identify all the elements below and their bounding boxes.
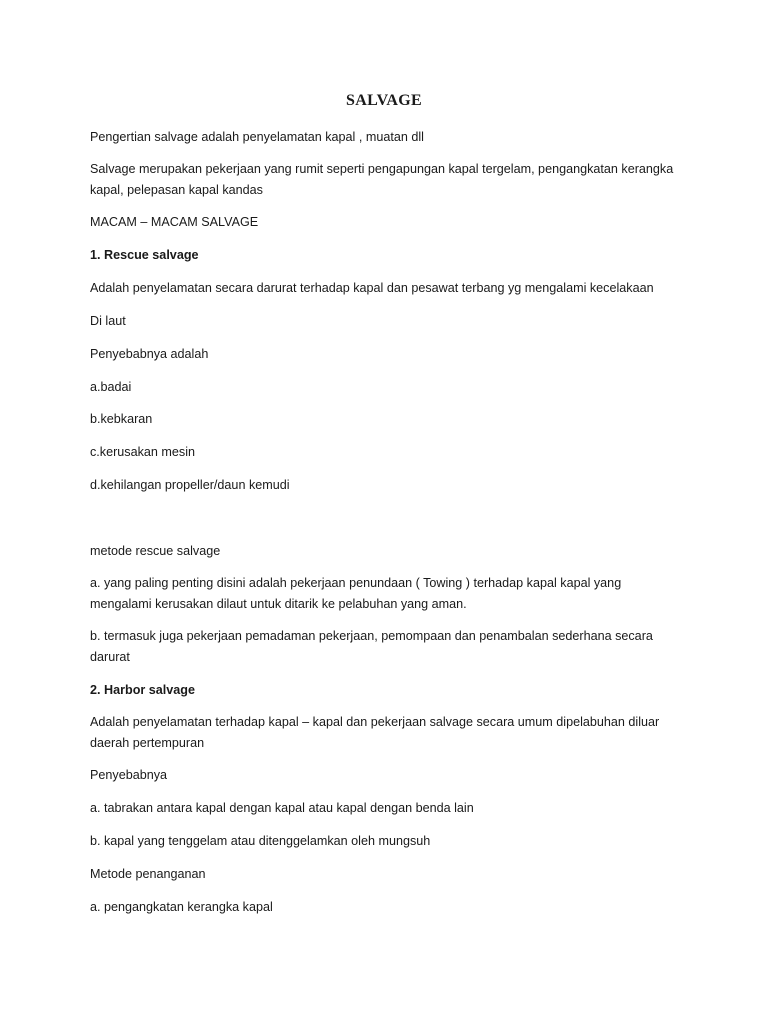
- list-item-badai: a.badai: [90, 380, 132, 394]
- list-item-pengangkatan: a. pengangkatan kerangka kapal: [90, 900, 273, 914]
- heading-harbor-salvage: 2. Harbor salvage: [90, 683, 195, 697]
- paragraph-metode-b: b. termasuk juga pekerjaan pemadaman pekerjaan, pemompaan dan penambalan sederhana secara darurat: [90, 629, 653, 664]
- list-item-tenggelam: b. kapal yang tenggelam atau ditenggelamkan oleh mungsuh: [90, 834, 431, 848]
- paragraph-penyebabnya-heading: Penyebabnya: [90, 768, 168, 782]
- paragraph-di-laut: Di laut: [90, 314, 126, 328]
- document-title: SALVAGE: [346, 92, 422, 109]
- paragraph-penyebab-heading: Penyebabnya adalah: [90, 347, 209, 361]
- paragraph-rescue-definition: Adalah penyelamatan secara darurat terhadap kapal dan pesawat terbang yg mengalami kecelakaan: [90, 281, 654, 295]
- list-item-tabrakan: a. tabrakan antara kapal dengan kapal atau kapal dengan benda lain: [90, 801, 474, 815]
- list-item-kehilangan-propeller: d.kehilangan propeller/daun kemudi: [90, 478, 290, 492]
- paragraph-harbor-definition: Adalah penyelamatan terhadap kapal – kapal dan pekerjaan salvage secara umum dipelabuhan diluar daerah pertempuran: [90, 715, 660, 750]
- paragraph-metode-a: a. yang paling penting disini adalah pekerjaan penundaan ( Towing ) terhadap kapal kapal yang mengalami kerusakan dilaut untuk ditarik ke pelabuhan yang aman.: [90, 576, 622, 611]
- heading-metode-rescue: metode rescue salvage: [90, 544, 221, 558]
- paragraph-salvage-description: Salvage merupakan pekerjaan yang rumit seperti pengapungan kapal tergelam, pengangkatan kerangka kapal, pelepasan kapal kandas: [90, 162, 674, 197]
- list-item-kebakaran: b.kebkaran: [90, 412, 153, 426]
- heading-macam-salvage: MACAM – MACAM SALVAGE: [90, 215, 259, 229]
- heading-rescue-salvage: 1. Rescue salvage: [90, 248, 199, 262]
- list-item-kerusakan-mesin: c.kerusakan mesin: [90, 445, 195, 459]
- heading-metode-penanganan: Metode penanganan: [90, 867, 206, 881]
- paragraph-definition: Pengertian salvage adalah penyelamatan kapal , muatan dll: [90, 130, 424, 144]
